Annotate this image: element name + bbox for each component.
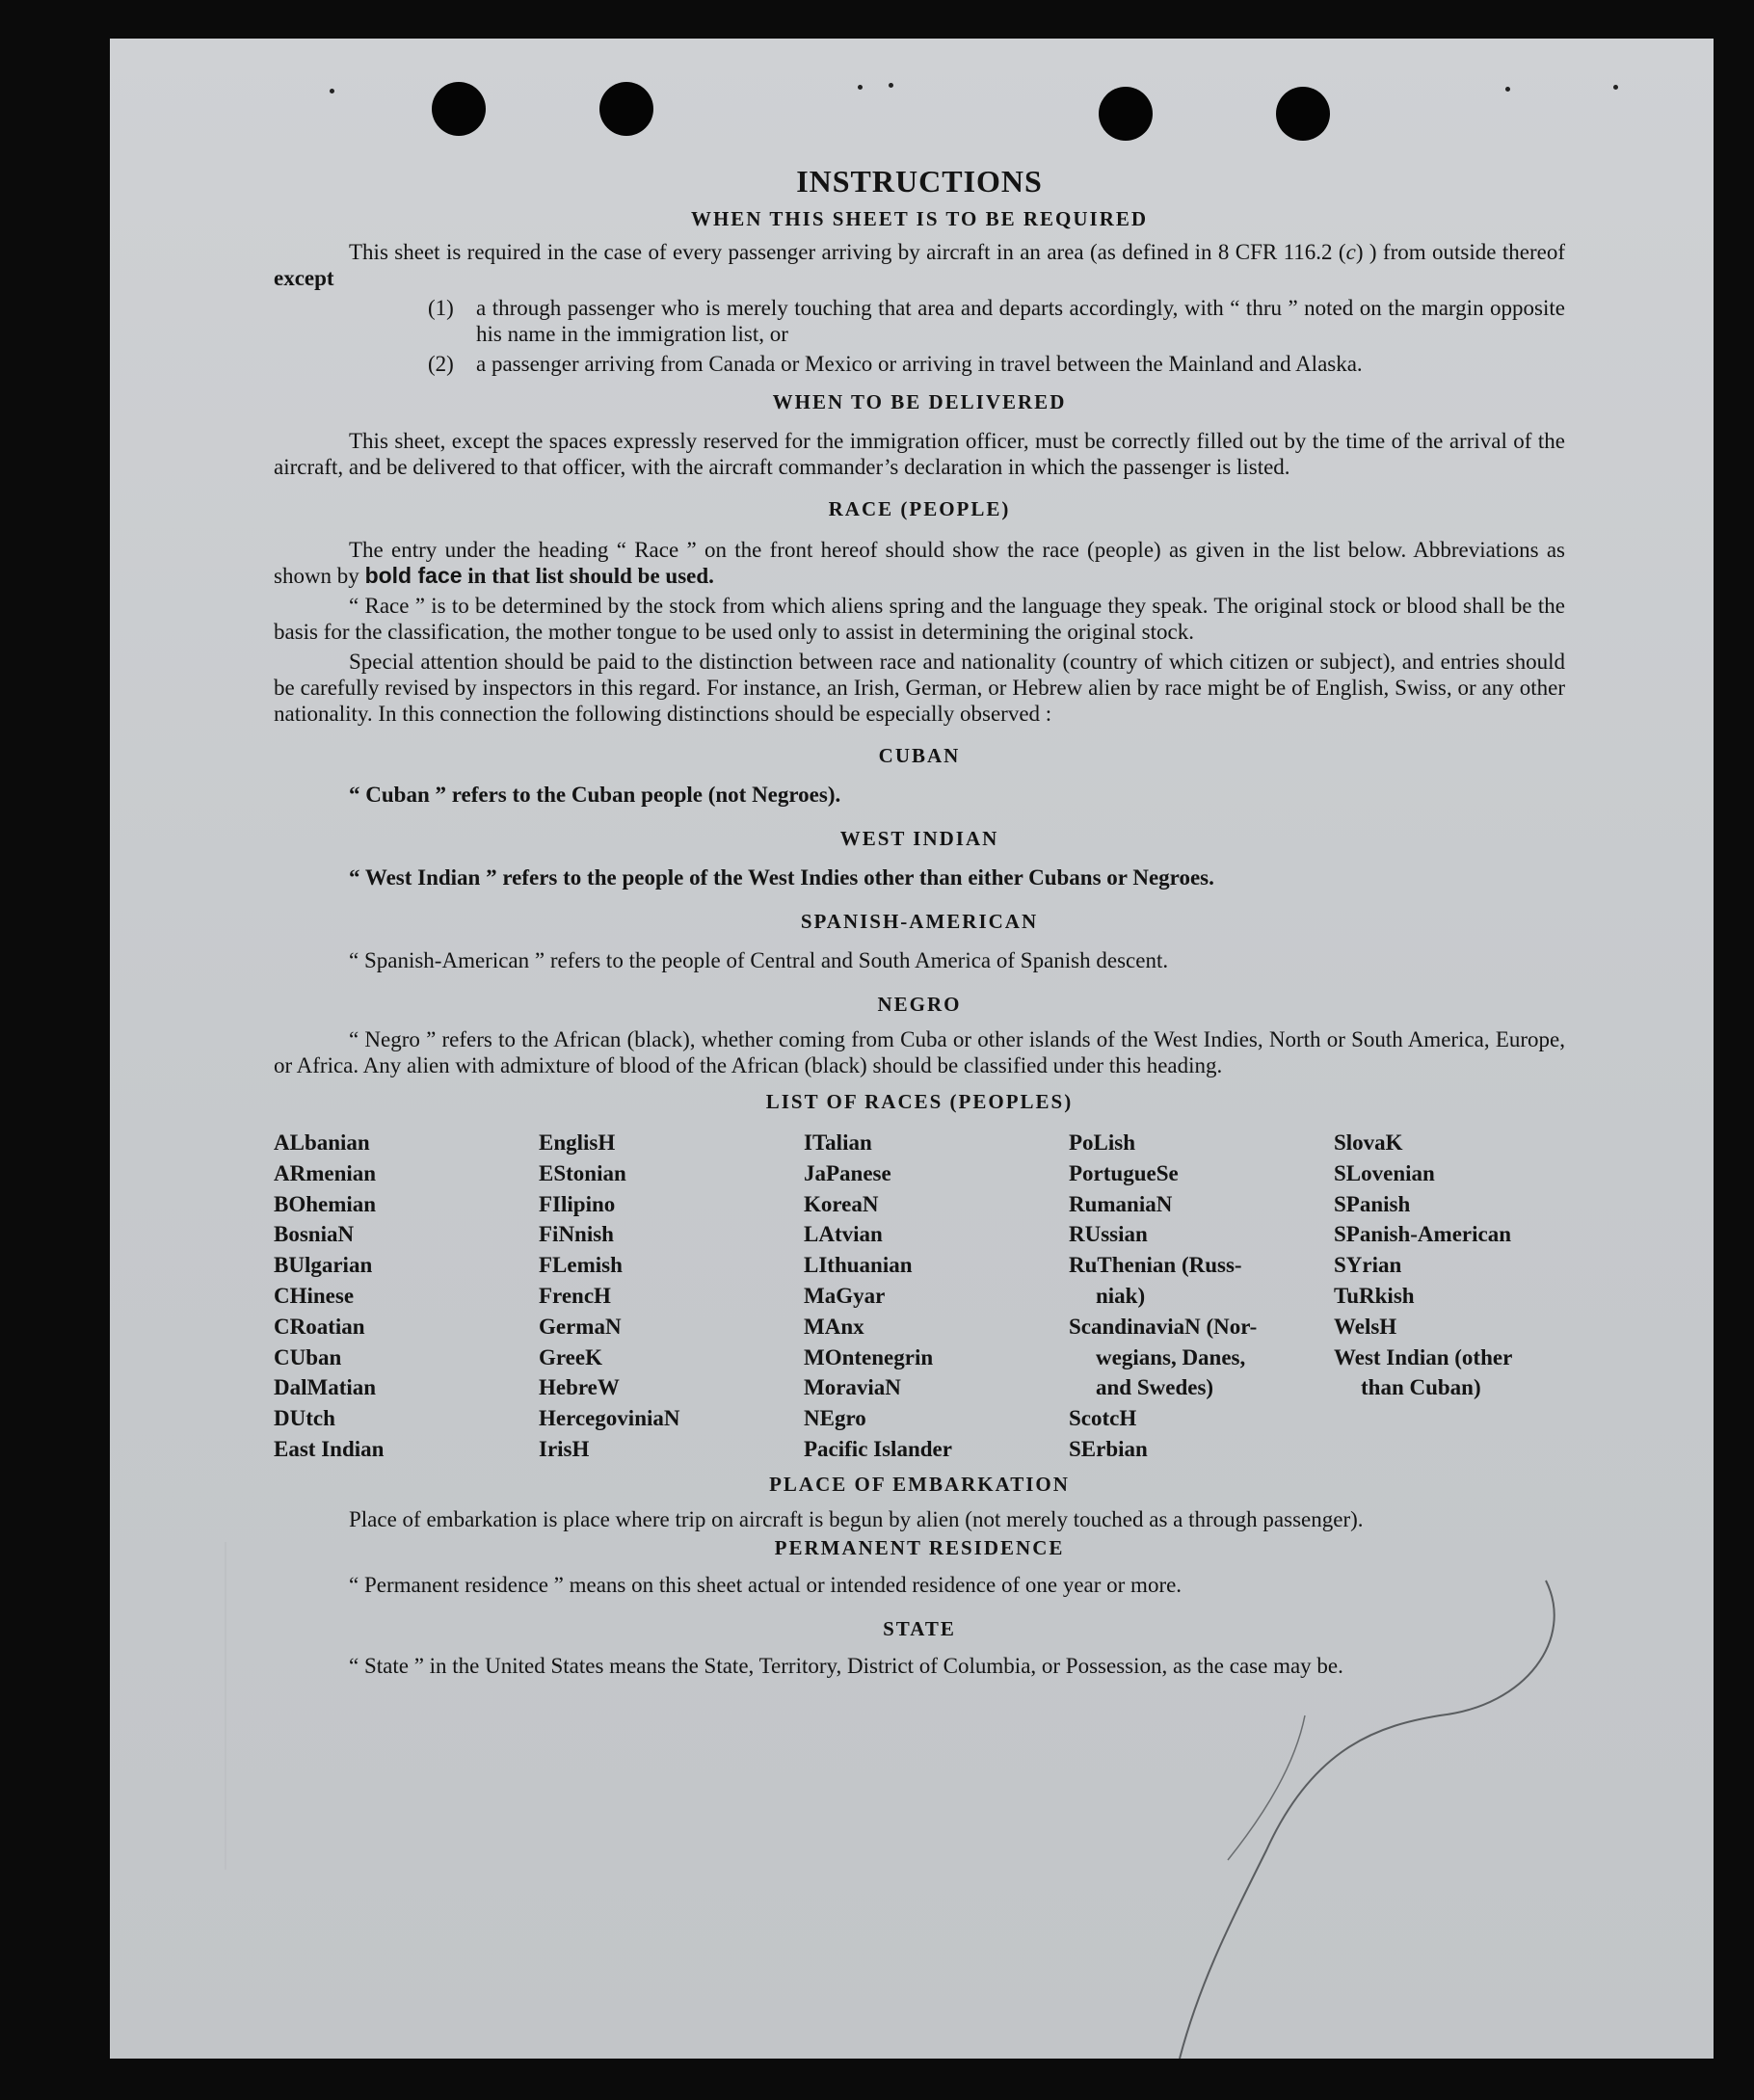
race-entry: KoreaN xyxy=(804,1191,879,1216)
race-entry: SYrian xyxy=(1334,1253,1402,1278)
page-title: INSTRUCTIONS xyxy=(796,164,1043,199)
exception-text: a through passenger who is merely touching that area and departs accordingly, with “ thru ” noted on the margin opposite his name in the immigration list, or xyxy=(476,296,1565,346)
exception-number: (1) xyxy=(428,296,454,320)
required-intro-text: This sheet is required in the case of every passenger arriving by aircraft in an area (as defined in 8 CFR 116.2 ( xyxy=(349,240,1346,264)
race-entry: FiNnish xyxy=(539,1222,614,1247)
race-entry: EStonian xyxy=(539,1160,626,1185)
exception-text: a passenger arriving from Canada or Mexico or arriving in travel between the Mainland and Alaska. xyxy=(476,352,1363,376)
race-entry: HebreW xyxy=(539,1375,620,1400)
race-entry: LAtvian xyxy=(804,1222,883,1247)
races-column xyxy=(1069,1128,1334,1465)
race-entry: FIlipino xyxy=(539,1191,616,1216)
race-entry: FLemish xyxy=(539,1253,623,1278)
race-entry: ARmenian xyxy=(274,1160,377,1185)
race-entry: PoLish xyxy=(1069,1130,1136,1155)
races-list xyxy=(274,1128,1565,1465)
race-entry: TuRkish xyxy=(1334,1283,1415,1308)
race-entry: DUtch xyxy=(274,1406,335,1431)
race-paragraph-2: “ Race ” is to be determined by the stock from which aliens spring and the language they speak. The original stock or blood shall be the basis for the classification, the mother tongue to be used only to assist in determining the original stock. xyxy=(274,594,1565,644)
section-heading-race: RACE (PEOPLE) xyxy=(828,497,1011,520)
race-entry: CRoatian xyxy=(274,1314,365,1339)
race-entry: FrencH xyxy=(539,1283,611,1308)
exception-item xyxy=(428,351,1565,377)
races-column xyxy=(274,1128,539,1465)
required-intro-citation: c xyxy=(1345,240,1356,264)
document-sheet xyxy=(110,39,1714,2059)
embarkation-text: Place of embarkation is place where trip on aircraft is begun by alien (not merely touched as a through passenger). xyxy=(349,1506,1364,1531)
west-indian-text: “ West Indian ” refers to the people of the West Indies other than either Cubans or Negroes. xyxy=(349,865,1214,890)
races-column xyxy=(539,1128,804,1465)
section-heading-list-of-races: LIST OF RACES (PEOPLES) xyxy=(765,1090,1074,1113)
required-intro-text-2: ) ) from outside thereof xyxy=(1355,240,1565,264)
race-entry: WelsH xyxy=(1334,1314,1397,1339)
race-paragraph-1-text-2: in that list should be used. xyxy=(462,564,714,588)
race-entry: JaPanese xyxy=(804,1160,891,1185)
exception-number: (2) xyxy=(428,352,454,376)
race-entry: Pacific Islander xyxy=(804,1436,952,1461)
race-entry-continued: than Cuban) xyxy=(1361,1375,1481,1400)
residence-text: “ Permanent residence ” means on this sheet actual or intended residence of one year or more. xyxy=(349,1572,1183,1597)
state-text: “ State ” in the United States means the State, Territory, District of Columbia, or Possession, as the case may be. xyxy=(349,1653,1343,1678)
race-entry: ITalian xyxy=(804,1130,872,1155)
race-paragraph-1 xyxy=(274,537,1565,589)
race-entry-continued: niak) xyxy=(1096,1283,1146,1308)
race-entry: IrisH xyxy=(539,1436,590,1461)
race-entry: BUlgarian xyxy=(274,1253,373,1278)
section-heading-embarkation: PLACE OF EMBARKATION xyxy=(769,1472,1070,1496)
race-entry: ALbanian xyxy=(274,1130,370,1155)
race-entry: DalMatian xyxy=(274,1375,377,1400)
race-entry: BosniaN xyxy=(274,1222,355,1247)
races-column xyxy=(804,1128,1069,1465)
race-entry: RuThenian (Russ- xyxy=(1069,1253,1242,1278)
section-heading-negro: NEGRO xyxy=(877,993,962,1016)
exception-item xyxy=(428,295,1565,347)
race-entry-continued: wegians, Danes, xyxy=(1096,1344,1246,1369)
race-entry: NEgro xyxy=(804,1406,866,1431)
race-entry: RUssian xyxy=(1069,1222,1148,1247)
race-entry-continued: and Swedes) xyxy=(1096,1375,1214,1400)
race-entry: ScandinaviaN (Nor- xyxy=(1069,1314,1258,1339)
spanish-american-text: “ Spanish-American ” refers to the people of Central and South America of Spanish descent. xyxy=(349,948,1169,972)
race-entry: ScotcH xyxy=(1069,1406,1137,1431)
race-entry: SlovaK xyxy=(1334,1130,1403,1155)
section-heading-delivered: WHEN TO BE DELIVERED xyxy=(772,390,1067,413)
race-entry: BOhemian xyxy=(274,1191,377,1216)
race-paragraph-1-text: The entry under the heading “ Race ” on the front hereof should show the race (people) as given in the list below. Abbreviations as shown by xyxy=(274,538,1565,588)
negro-text: “ Negro ” refers to the African (black), whether coming from Cuba or other islands of the West Indies, North or South America, Europe, or Africa. Any alien with admixture of blood of the African (black) should be classified under this heading. xyxy=(274,1027,1565,1077)
cuban-text: “ Cuban ” refers to the Cuban people (not Negroes). xyxy=(349,783,841,807)
race-entry: West Indian (other xyxy=(1334,1344,1513,1369)
race-entry: HercegoviniaN xyxy=(539,1406,680,1431)
required-intro-except: except xyxy=(274,266,334,290)
race-entry: SPanish xyxy=(1334,1191,1411,1216)
required-intro xyxy=(274,239,1565,291)
race-entry: GreeK xyxy=(539,1344,602,1369)
section-heading-cuban: CUBAN xyxy=(878,744,961,767)
section-heading-residence: PERMANENT RESIDENCE xyxy=(774,1535,1065,1559)
race-entry: SLovenian xyxy=(1334,1160,1435,1185)
races-column xyxy=(1334,1128,1565,1465)
section-heading-spanish-american: SPANISH-AMERICAN xyxy=(800,910,1039,933)
race-entry: RumaniaN xyxy=(1069,1191,1173,1216)
race-entry: SErbian xyxy=(1069,1436,1148,1461)
race-paragraph-3: Special attention should be paid to the distinction between race and nationality (country of which citizen or subject), and entries should be carefully revised by inspectors in this regard. For instance, an Irish, German, or Hebrew alien by race might be of English, Swiss, or any other nationality. In this connection the following distinctions should be especially observed : xyxy=(274,650,1565,726)
race-entry: CHinese xyxy=(274,1283,355,1308)
race-entry: East Indian xyxy=(274,1436,385,1461)
race-entry: MoraviaN xyxy=(804,1375,901,1400)
race-entry: CUban xyxy=(274,1344,342,1369)
race-entry: MOntenegrin xyxy=(804,1344,934,1369)
race-bold-face-term: bold face xyxy=(364,563,463,588)
race-entry: GermaN xyxy=(539,1314,622,1339)
race-entry: EnglisH xyxy=(539,1130,616,1155)
section-heading-west-indian: WEST INDIAN xyxy=(839,827,999,850)
race-entry: MAnx xyxy=(804,1314,864,1339)
instructions-content xyxy=(274,164,1565,1679)
race-entry: PortugueSe xyxy=(1069,1160,1179,1185)
race-entry: SPanish-American xyxy=(1334,1222,1511,1247)
race-entry: LIthuanian xyxy=(804,1253,913,1278)
delivered-text: This sheet, except the spaces expressly reserved for the immigration officer, must be correctly filled out by the time of the arrival of the aircraft, and be delivered to that officer, with the aircraft commander’s declaration in which the passenger is listed. xyxy=(274,429,1565,479)
section-heading-required: WHEN THIS SHEET IS TO BE REQUIRED xyxy=(690,207,1149,230)
section-heading-state: STATE xyxy=(883,1616,956,1640)
race-entry: MaGyar xyxy=(804,1283,886,1308)
